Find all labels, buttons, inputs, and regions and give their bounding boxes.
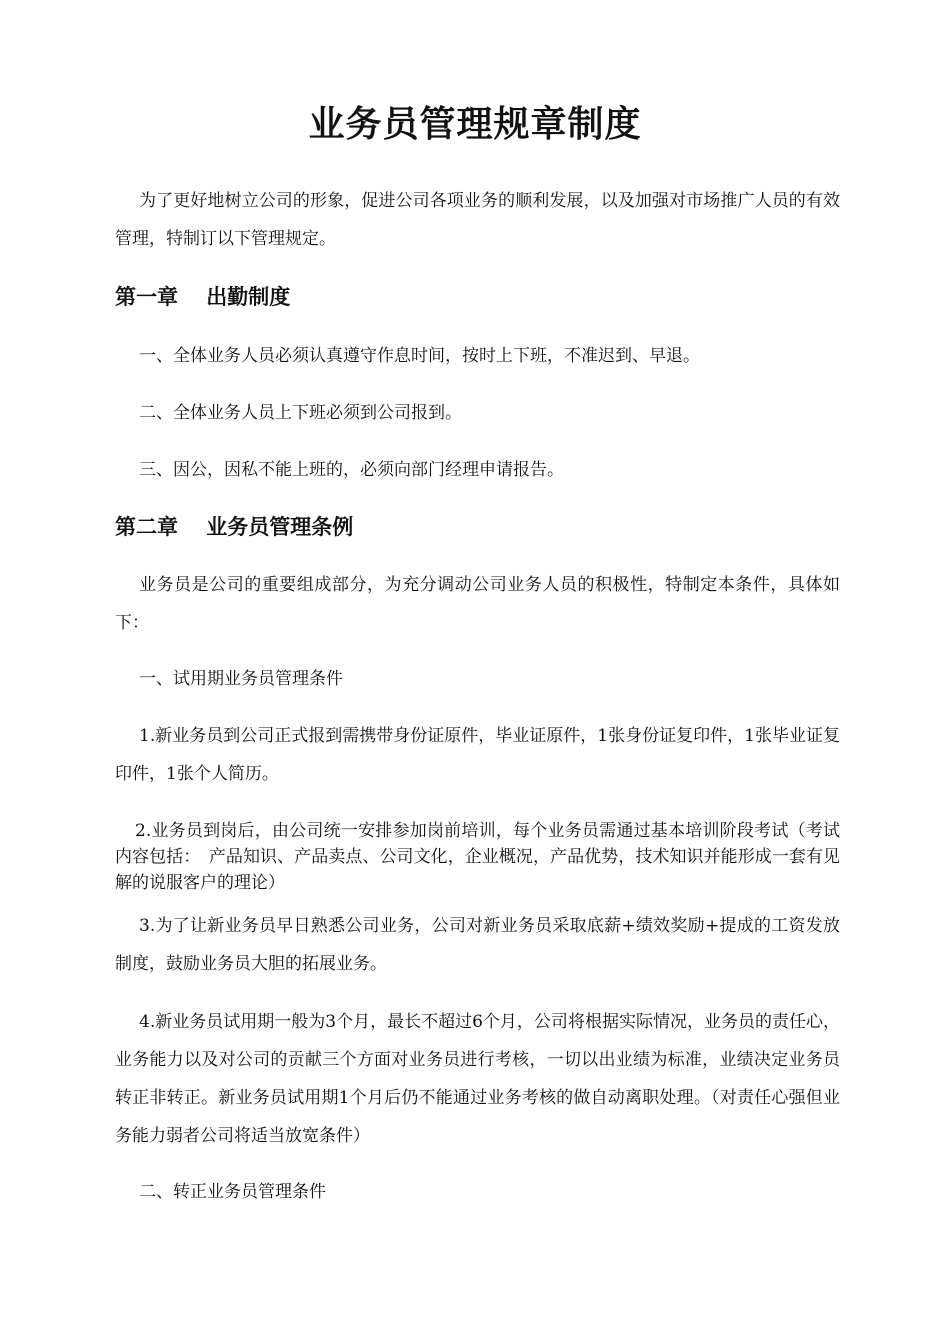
rule-4: 4.新业务员试用期一般为3个月，最长不超过6个月，公司将根据实际情况，业务员的责任心，业务能力以及对公司的贡献三个方面对业务员进行考核，一切以出业绩为标准，业绩决定业务员转正非转正。新业务员试用期1个月后仍不能通过业务考核的做自动离职处理。（对责任心强但业务能力弱者公司将适当放宽条件）: [115, 1012, 840, 1146]
section-2-title: 二、转正业务员管理条件: [139, 1182, 326, 1202]
rule-3: 3.为了让新业务员早日熟悉公司业务，公司对新业务员采取底薪+绩效奖励+提成的工资发放制度，鼓励业务员大胆的拓展业务。: [115, 916, 840, 974]
chapter-1-item-2: 二、全体业务人员上下班必须到公司报到。: [139, 403, 462, 423]
rule-2: 2.业务员到岗后，由公司统一安排参加岗前培训，每个业务员需通过基本培训阶段考试（考试内容包括： 产品知识、产品卖点、公司文化，企业概况，产品优势，技术知识并能形成一套有见解的说服客户的理论）: [115, 821, 840, 893]
chapter-2-intro: 业务员是公司的重要组成部分，为充分调动公司业务人员的积极性，特制定本条件，具体如下：: [115, 575, 840, 633]
document-title: 业务员管理规章制度: [308, 103, 642, 145]
chapter-1-item-3: 三、因公，因私不能上班的，必须向部门经理申请报告。: [139, 460, 564, 480]
chapter-2-heading: 第二章 业务员管理条例: [115, 515, 354, 539]
rule-1: 1.新业务员到公司正式报到需携带身份证原件，毕业证原件，1张身份证复印件，1张毕业证复印件，1张个人简历。: [115, 726, 840, 784]
chapter-1-item-1: 一、全体业务人员必须认真遵守作息时间，按时上下班，不准迟到、早退。: [139, 346, 700, 366]
chapter-1-heading: 第一章 出勤制度: [115, 285, 291, 309]
intro-paragraph: 为了更好地树立公司的形象，促进公司各项业务的顺利发展，以及加强对市场推广人员的有效管理，特制订以下管理规定。: [115, 191, 840, 249]
section-1-title: 一、试用期业务员管理条件: [139, 669, 343, 689]
